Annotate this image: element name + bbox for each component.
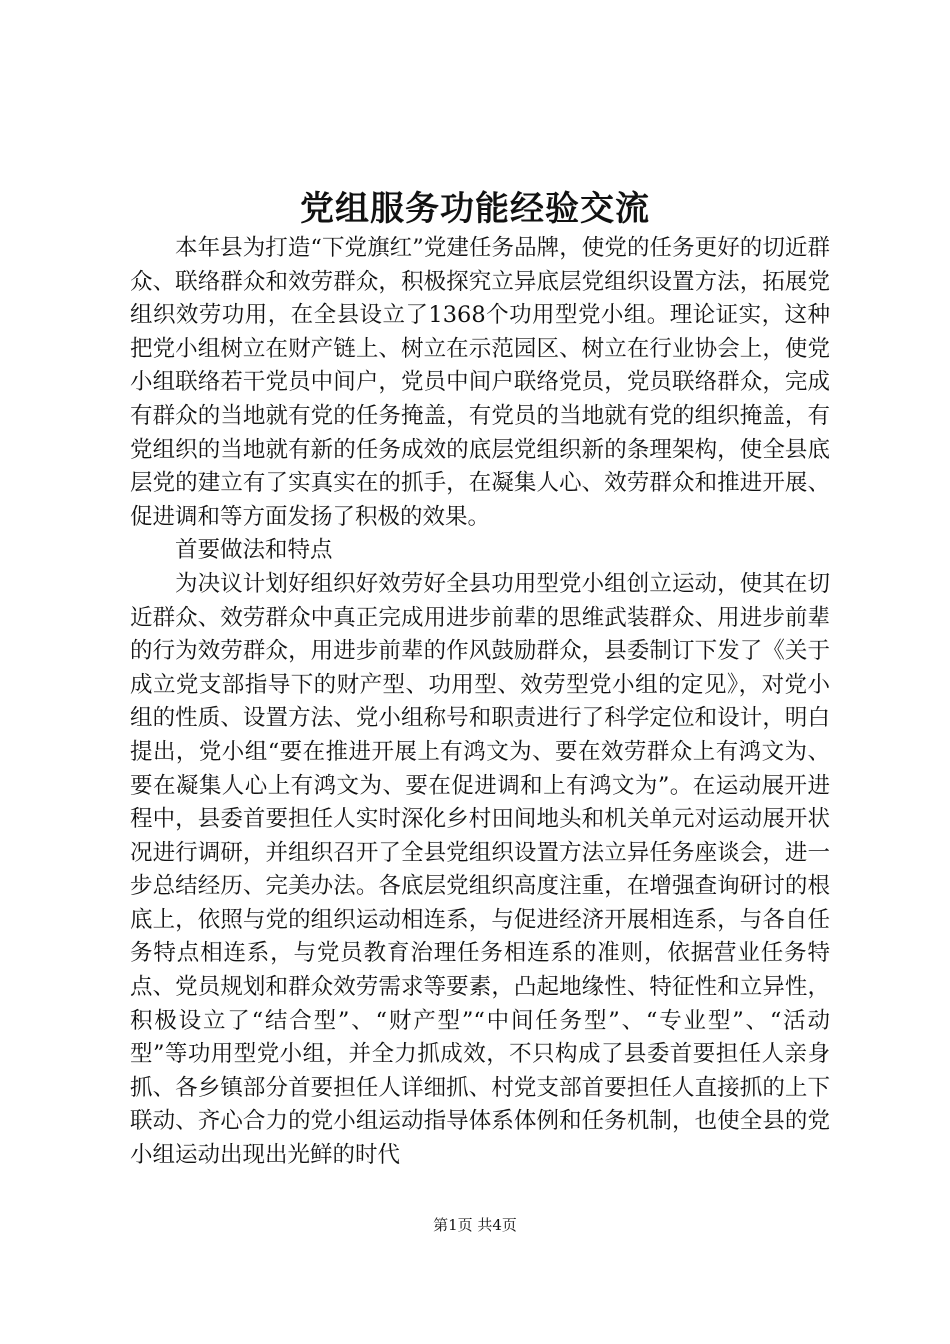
document-title: 党组服务功能经验交流: [300, 189, 650, 229]
paragraph-methods: 为决议计划好组织好效劳好全县功用型党小组创立运动，使其在切近群众、效劳群众中真正完成用进步前辈的思维武装群众、用进步前辈的行为效劳群众，用进步前辈的作风鼓励群众，县委制订下发了《关于成立党支部指导下的财产型、功用型、效劳型党小组的定见》，对党小组的性质、设置方法、党小组称号和职责进行了科学定位和设计，明白提出，党小组“要在推进开展上有鸿文为、要在效劳群众上有鸿文为、要在凝集人心上有鸿文为、要在促进调和上有鸿文为”。在运动展开进程中，县委首要担任人实时深化乡村田间地头和机关单元对运动展开状况进行调研，并组织召开了全县党组织设置方法立异任务座谈会，进一步总结经历、完美办法。各底层党组织高度注重，在增强查询研讨的根底上，依照与党的组织运动相连系，与促进经济开展相连系，与各自任务特点相连系，与党员教育治理任务相连系的准则，依据营业任务特点、党员规划和群众效劳需求等要素，凸起地缘性、特征性和立异性，积极设立了“结合型”、“财产型”“中间任务型”、“专业型”、“活动型”等功用型党小组，并全力抓成效，不只构成了县委首要担任人亲身抓、各乡镇部分首要担任人详细抓、村党支部首要担任人直接抓的上下联动、齐心合力的党小组运动指导体系体例和任务机制，也使全县的党小组运动出现出光鲜的时代: [130, 570, 830, 1169]
page-footer: 第1页 共4页: [433, 1216, 517, 1234]
document-body: [130, 232, 830, 1173]
paragraph-intro: 本年县为打造“下党旗红”党建任务品牌，使党的任务更好的切近群众、联络群众和效劳群众，积极探究立异底层党组织设置方法，拓展党组织效劳功用，在全县设立了1368个功用型党小组。理论证实，这种把党小组树立在财产链上、树立在示范园区、树立在行业协会上，使党小组联络若干党员中间户，党员中间户联络党员，党员联络群众，完成有群众的当地就有党的任务掩盖，有党员的当地就有党的组织掩盖，有党组织的当地就有新的任务成效的底层党组织新的条理架构，使全县底层党的建立有了实真实在的抓手，在凝集人心、效劳群众和推进开展、促进调和等方面发扬了积极的效果。: [130, 235, 830, 530]
section-heading: 首要做法和特点: [175, 537, 333, 564]
